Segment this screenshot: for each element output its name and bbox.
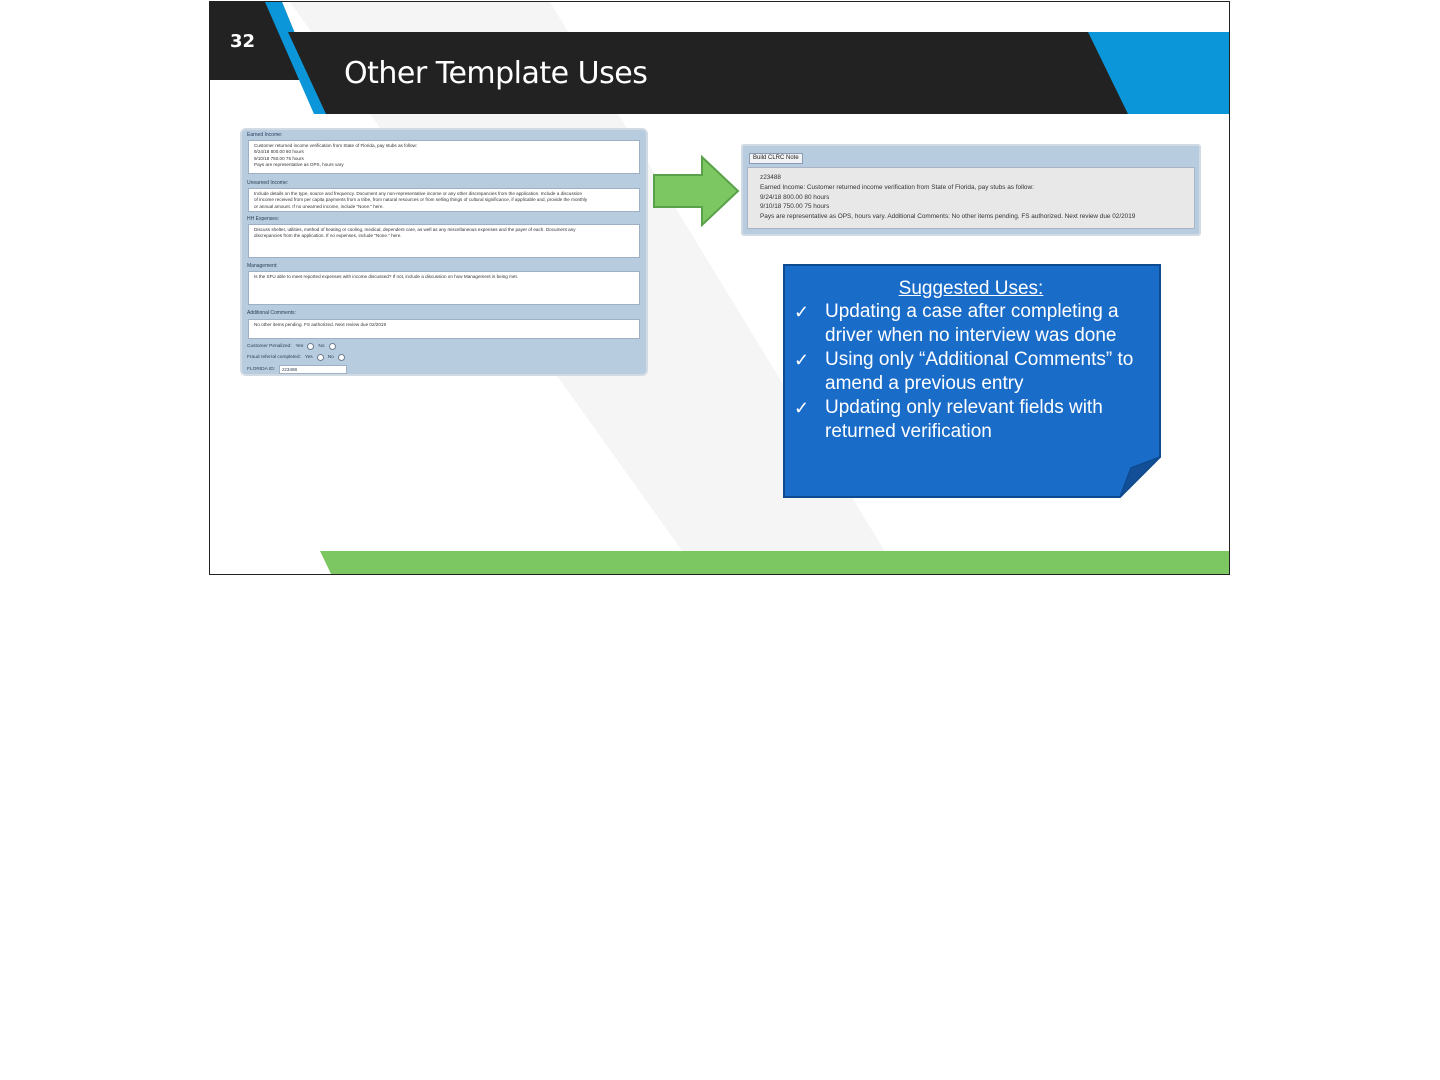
fraud-referral-no-radio[interactable] <box>338 354 345 361</box>
yes-label: Yes <box>295 344 304 349</box>
list-item <box>792 348 1155 396</box>
arrow-right-icon <box>652 155 740 227</box>
hh-expenses-line: Discuss shelter, utilities, method of heating or cooling, medical, dependent care, as well as any miscellaneous expenses and the payer of each. Document any <box>254 227 576 232</box>
customer-penalized-label: Customer Penalized: <box>247 344 292 349</box>
use-item-text: Updating only relevant fields with returned verification <box>825 397 1103 442</box>
checkmark-icon: ✓ <box>794 302 810 322</box>
suggested-uses-callout <box>783 264 1159 494</box>
unearned-income-line: of income received from per capita payments from a tribe, from natural resources or from selling things of cultural significance, if applicable and, provide the monthly <box>254 197 588 203</box>
fraud-referral-label: Fraud referral completed: <box>247 355 301 360</box>
slide <box>209 1 1230 575</box>
unearned-income-label: Unearned Income: <box>247 180 289 186</box>
customer-penalized-yes-radio[interactable] <box>307 343 314 350</box>
slide-title: Other Template Uses <box>344 56 648 91</box>
earned-income-label: Earned Income: <box>247 132 283 138</box>
hh-expenses-field[interactable] <box>248 224 640 258</box>
note-line: Pays are representative as OPS, hours vary. Additional Comments: No other items pending. FS authorized. Next review due 02/2019 <box>760 213 1136 221</box>
earned-income-line: Customer returned income verification from State of Florida, pay stubs as follow: <box>254 143 418 148</box>
fraud-referral-row <box>247 354 345 361</box>
suggested-uses-title: Suggested Uses: <box>898 278 1044 299</box>
management-line: Is the SFU able to meet reported expenses with income discussed? If not, include a discussion on how Management is being met. <box>254 274 519 279</box>
bottom-green-bar <box>320 551 1230 575</box>
note-line: Earned Income: Customer returned income verification from State of Florida, pay stubs as follow: <box>760 183 1034 191</box>
note-line: 9/24/18 800.00 80 hours <box>760 193 830 201</box>
no-label: No <box>327 355 334 360</box>
earned-income-line: 9/10/18 750.00 75 hours <box>254 155 304 161</box>
earned-income-line: 9/24/18 800.00 80 hours <box>254 149 304 155</box>
build-clrc-note-button[interactable]: Build CLRC Note <box>749 153 803 164</box>
template-form-screenshot <box>240 128 648 376</box>
unearned-income-field[interactable] <box>248 188 640 212</box>
florida-id-label: FLORIDA ID: <box>247 367 275 372</box>
additional-comments-line: No other items pending. FS authorized. Next review due 02/2019 <box>254 322 387 327</box>
florida-id-input[interactable]: z23488 <box>279 365 347 374</box>
clrc-note-screenshot <box>741 144 1201 236</box>
hh-expenses-line: discrepancies from the application. If no expenses, include "None." here. <box>254 233 402 239</box>
checkmark-icon: ✓ <box>794 350 810 370</box>
yes-label: Yes <box>304 355 313 360</box>
management-field[interactable] <box>248 271 640 305</box>
checkmark-icon: ✓ <box>794 398 810 418</box>
no-label: No <box>318 344 325 349</box>
note-line: z23488 <box>760 174 781 181</box>
list-item <box>792 396 1155 444</box>
unearned-income-line: Include details on the type, source and frequency. Document any non-representative income or any other discrepancies from the application. Include a discussion <box>254 191 583 196</box>
clrc-note-textarea[interactable] <box>747 167 1195 229</box>
suggested-uses-list <box>792 300 1155 444</box>
customer-penalized-no-radio[interactable] <box>329 343 336 350</box>
note-line: 9/10/18 750.00 75 hours <box>760 203 830 211</box>
fraud-referral-yes-radio[interactable] <box>317 354 324 361</box>
additional-comments-field[interactable] <box>248 319 640 339</box>
slide-number: 32 <box>230 31 256 52</box>
use-item-text: Updating a case after completing a driver when no interview was done <box>825 301 1119 346</box>
earned-income-line: Pays are representative as OPS, hours vary <box>254 162 344 168</box>
management-label: Management: <box>247 263 278 269</box>
customer-penalized-row <box>247 343 336 350</box>
list-item <box>792 300 1155 348</box>
additional-comments-label: Additional Comments: <box>247 310 296 316</box>
earned-income-field[interactable] <box>248 140 640 174</box>
use-item-text: Using only “Additional Comments” to amend a previous entry <box>825 349 1134 394</box>
unearned-income-line: or annual amount. If no unearned income, include "None." here. <box>254 203 384 209</box>
florida-id-row <box>247 365 347 374</box>
hh-expenses-label: HH Expenses: <box>247 216 279 222</box>
